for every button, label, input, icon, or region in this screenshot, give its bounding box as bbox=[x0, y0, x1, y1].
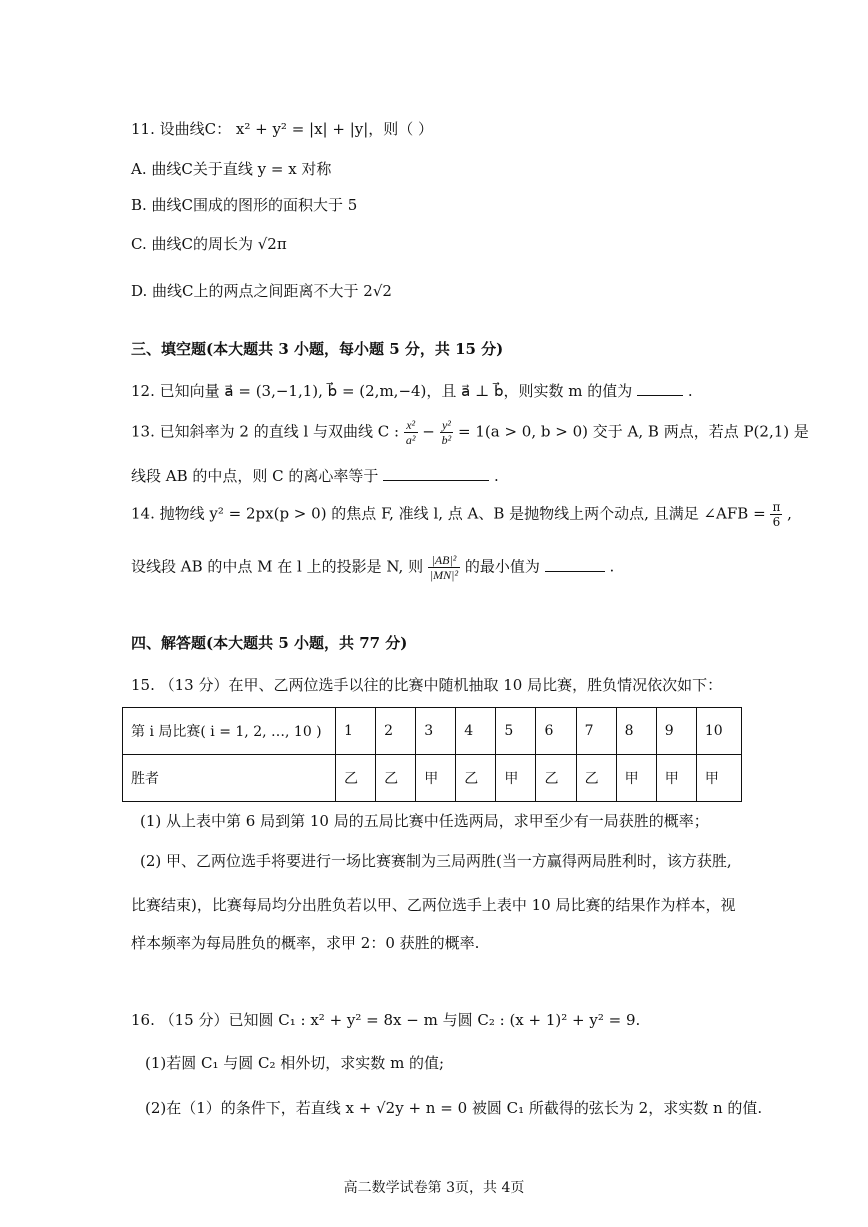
q15-part2-line2: 比赛结束)，比赛每局均分出胜负若以甲、乙两位选手上表中 10 局比赛的结果作为样本，视 bbox=[131, 896, 736, 914]
q14-fraction-ratio bbox=[428, 553, 460, 582]
table-cell-round-5: 5 bbox=[496, 708, 536, 755]
q14-frac2-den: |MN|² bbox=[429, 568, 459, 582]
q13-line2 bbox=[131, 465, 499, 486]
table-cell-winner-1: 乙 bbox=[336, 755, 376, 802]
q13-line2-text: 线段 AB 的中点，则 C 的离心率等于 bbox=[131, 467, 379, 485]
table-cell-round-6: 6 bbox=[536, 708, 576, 755]
q13-fraction-x bbox=[404, 418, 418, 447]
q12-answer-blank bbox=[637, 381, 683, 396]
q13-text-b: = 1(a > 0, b > 0) 交于 A, B 两点，若点 P(2,1) 是 bbox=[458, 422, 809, 441]
q13-frac1-den: a² bbox=[405, 433, 416, 447]
q13-minus: − bbox=[422, 422, 435, 441]
q14-frac2-num: |AB|² bbox=[428, 553, 460, 568]
table-cell-winner-5: 甲 bbox=[496, 755, 536, 802]
table-cell-round-4: 4 bbox=[456, 708, 496, 755]
section-3-title: 三、填空题(本大题共 3 小题，每小题 5 分，共 15 分) bbox=[131, 340, 504, 358]
q13-frac2-den: b² bbox=[441, 433, 452, 447]
table-row-rounds bbox=[123, 708, 742, 755]
q14-frac-num: π bbox=[772, 500, 781, 514]
q12 bbox=[131, 380, 693, 401]
q14-text-a: 14. 抛物线 y² = 2px(p > 0) 的焦点 F, 准线 l, 点 A、B 是抛物线上两个动点, 且满足 ∠AFB = bbox=[131, 504, 766, 523]
table-cell-round-8: 8 bbox=[616, 708, 656, 755]
q11-option-a: A. 曲线C关于直线 y = x 对称 bbox=[131, 160, 332, 178]
q13-line1 bbox=[131, 418, 809, 447]
table-cell-winner-9: 甲 bbox=[656, 755, 696, 802]
table-cell-round-9: 9 bbox=[656, 708, 696, 755]
q14-text-b: 设线段 AB 的中点 M 在 l 上的投影是 N, 则 bbox=[131, 557, 424, 576]
q15-part1: (1) 从上表中第 6 局到第 10 局的五局比赛中任选两局，求甲至少有一局获胜的概率； bbox=[140, 812, 709, 830]
q13-fraction-y bbox=[440, 418, 454, 447]
table-cell-winner-10: 甲 bbox=[696, 755, 741, 802]
table-cell-winner-3: 甲 bbox=[416, 755, 456, 802]
q14-line2 bbox=[131, 553, 614, 582]
table-cell-round-7: 7 bbox=[576, 708, 616, 755]
table-cell-round-3: 3 bbox=[416, 708, 456, 755]
table-cell-round-2: 2 bbox=[376, 708, 416, 755]
q13-line2-end: . bbox=[493, 467, 499, 485]
table-cell-winner-2: 乙 bbox=[376, 755, 416, 802]
q11-option-b: B. 曲线C围成的图形的面积大于 5 bbox=[131, 196, 358, 214]
q15-part2-line3: 样本频率为每局胜负的概率，求甲 2：0 获胜的概率. bbox=[131, 934, 480, 952]
q14-fraction-angle bbox=[770, 500, 782, 529]
q14-frac-den: 6 bbox=[772, 515, 781, 529]
match-results-table bbox=[122, 707, 742, 802]
table-cell-winner-8: 甲 bbox=[616, 755, 656, 802]
table-cell-winner-6: 乙 bbox=[536, 755, 576, 802]
q16-stem: 16. （15 分）已知圆 C₁ : x² + y² = 8x − m 与圆 C₂ : (x + 1)² + y² = 9. bbox=[131, 1011, 641, 1029]
table-cell-winner-4: 乙 bbox=[456, 755, 496, 802]
page-footer: 高二数学试卷第 3页，共 4页 bbox=[343, 1180, 525, 1196]
table-row-winners bbox=[123, 755, 742, 802]
q14-answer-blank bbox=[545, 557, 605, 572]
table-head-winner: 胜者 bbox=[123, 755, 336, 802]
q16-part1: (1)若圆 C₁ 与圆 C₂ 相外切，求实数 m 的值; bbox=[145, 1054, 445, 1072]
q14-text-c: 的最小值为 bbox=[464, 557, 540, 576]
table-cell-round-10: 10 bbox=[696, 708, 741, 755]
q11-stem: 11. 设曲线C： x² + y² = |x| + |y|，则（ ） bbox=[131, 120, 434, 138]
q13-text-a: 13. 已知斜率为 2 的直线 l 与双曲线 C : bbox=[131, 422, 400, 441]
table-head-round: 第 i 局比赛( i = 1, 2, …, 10 ) bbox=[123, 708, 336, 755]
table-cell-winner-7: 乙 bbox=[576, 755, 616, 802]
q15-stem: 15. （13 分）在甲、乙两位选手以往的比赛中随机抽取 10 局比赛，胜负情况依次如下： bbox=[131, 676, 723, 694]
q13-frac1-num: x² bbox=[404, 418, 418, 433]
q11-option-d: D. 曲线C上的两点之间距离不大于 2√2 bbox=[131, 282, 392, 300]
section-4-title: 四、解答题(本大题共 5 小题，共 77 分) bbox=[131, 634, 408, 652]
q12-text: 12. 已知向量 a⃗ = (3,−1,1), b⃗ = (2,m,−4)，且 a⃗ ⊥ b⃗，则实数 m 的值为 bbox=[131, 382, 633, 400]
q14-line1-end: , bbox=[787, 504, 792, 523]
table-cell-round-1: 1 bbox=[336, 708, 376, 755]
q14-line2-end: . bbox=[609, 557, 615, 576]
q11-option-c: C. 曲线C的周长为 √2π bbox=[131, 235, 287, 253]
q13-answer-blank bbox=[383, 466, 489, 481]
q13-frac2-num: y² bbox=[440, 418, 454, 433]
q14-line1 bbox=[131, 500, 792, 529]
q16-part2: (2)在（1）的条件下，若直线 x + √2y + n = 0 被圆 C₁ 所截得的弦长为 2，求实数 n 的值. bbox=[145, 1099, 763, 1117]
q12-end: . bbox=[687, 382, 693, 400]
q15-part2-line1: (2) 甲、乙两位选手将要进行一场比赛赛制为三局两胜(当一方赢得两局胜利时，该方获胜, bbox=[140, 852, 732, 870]
